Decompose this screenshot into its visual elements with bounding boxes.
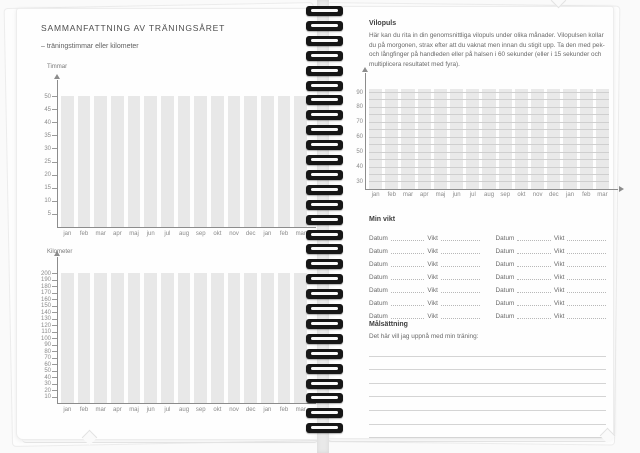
y-tick-label: 200	[40, 270, 51, 277]
placeholder-bar	[278, 273, 291, 403]
y-tick-mark	[52, 148, 57, 149]
month-labels-row	[369, 192, 609, 198]
y-tick-mark	[52, 122, 57, 123]
malsattning-intro: Det här vill jag uppnå med min träning:	[369, 333, 479, 340]
datum-fill-line	[517, 278, 551, 280]
month-label: feb	[79, 231, 89, 237]
month-label: apr	[113, 407, 122, 413]
weight-entry-row	[496, 294, 607, 307]
datum-fill-line	[517, 252, 551, 254]
y-tick-label: 10	[44, 198, 51, 205]
pulse-gridline	[369, 99, 609, 100]
y-tick-mark	[52, 345, 57, 346]
placeholder-bar	[161, 96, 174, 227]
weight-entry-row	[369, 268, 480, 281]
vikt-fill-line	[441, 278, 480, 280]
datum-label: Datum	[495, 248, 515, 255]
vilopuls-heading: Vilopuls	[369, 20, 397, 27]
month-label: okt	[213, 231, 222, 237]
y-tick-label: 45	[44, 106, 51, 113]
month-label: feb	[79, 407, 89, 413]
datum-fill-line	[391, 317, 425, 319]
vilopuls-instructions: Här kan du rita in din genomsnittliga vilopuls under olika månader. Vilopulsen kollar du på morgonen, strax efter att du vaknat men innan du stigit upp. Ta den med pek- och långfinger på handleden eller på halsen i 60 sekunder (eller i 15 sekunder och multiplicera resultatet med fyra).	[369, 32, 605, 68]
y-tick-label: 130	[40, 316, 51, 322]
vikt-label: Vikt	[427, 261, 438, 268]
ruled-writing-line	[369, 357, 606, 371]
placeholder-bar	[128, 273, 141, 403]
x-axis-line	[57, 403, 316, 404]
vikt-fill-line	[441, 291, 480, 293]
page-title: SAMMANFATTNING AV TRÄNINGSÅRET	[41, 23, 226, 33]
month-label: dec	[548, 192, 559, 198]
placeholder-bar	[78, 96, 91, 227]
vikt-label: Vikt	[553, 248, 565, 255]
placeholder-bar	[278, 96, 291, 227]
y-tick-label: 140	[40, 309, 51, 316]
y-tick-label: 20	[44, 172, 51, 179]
datum-fill-line	[391, 278, 425, 280]
month-label: jun	[146, 231, 155, 237]
vikt-fill-line	[441, 304, 480, 306]
y-tick-mark	[52, 201, 57, 202]
y-tick-mark	[52, 338, 57, 339]
y-tick-mark	[52, 351, 57, 352]
pulse-y-label: 80	[356, 104, 363, 111]
pulse-gridline	[369, 107, 609, 108]
kilometer-axis-title: Kilometer	[47, 249, 73, 255]
ruled-writing-line	[369, 411, 606, 425]
pulse-y-label: 60	[356, 134, 363, 141]
month-label: feb	[279, 407, 289, 413]
month-label: jul	[469, 192, 476, 198]
y-tick-label: 50	[44, 368, 51, 374]
vikt-fill-line	[567, 278, 606, 280]
month-label: mar	[402, 192, 414, 198]
y-tick-mark	[52, 384, 57, 385]
y-tick-mark	[52, 273, 57, 274]
weight-entry-row	[496, 281, 607, 294]
y-tick-label: 50	[44, 93, 51, 100]
y-axis-line	[365, 73, 366, 189]
y-tick-label: 10	[44, 394, 51, 400]
weight-entry-row	[369, 229, 480, 242]
y-tick-label: 190	[40, 277, 51, 283]
y-tick-mark	[52, 371, 57, 372]
pulse-gridline	[369, 122, 609, 123]
vikt-label: Vikt	[427, 235, 438, 242]
y-tick-mark	[52, 319, 57, 320]
placeholder-bar	[211, 273, 224, 403]
placeholder-bar	[294, 96, 307, 227]
month-label: apr	[419, 192, 429, 198]
y-tick-mark	[52, 188, 57, 189]
malsattning-heading: Målsättning	[369, 321, 408, 328]
y-tick-mark	[52, 280, 57, 281]
month-label: jan	[371, 192, 380, 198]
y-tick-label: 90	[44, 342, 51, 348]
y-tick-label: 150	[40, 303, 51, 309]
placeholder-bar	[78, 273, 91, 403]
datum-fill-line	[391, 239, 425, 241]
weight-entry-row	[496, 307, 607, 320]
placeholder-bar	[194, 273, 207, 403]
vikt-fill-line	[567, 252, 606, 254]
pulse-gridline	[369, 114, 609, 115]
placeholder-bar	[261, 96, 274, 227]
vikt-label: Vikt	[427, 274, 438, 281]
vikt-label: Vikt	[553, 274, 565, 281]
y-tick-label: 20	[44, 387, 51, 394]
ruled-writing-line	[369, 425, 606, 439]
weight-entry-row	[496, 255, 607, 268]
y-tick-mark	[52, 162, 57, 163]
placeholder-bar	[128, 96, 141, 227]
weight-entry-row	[369, 281, 480, 294]
month-label: maj	[129, 407, 139, 413]
pulse-y-label: 90	[356, 89, 363, 96]
timmar-bar-chart-template	[44, 93, 307, 237]
vikt-fill-line	[567, 304, 606, 306]
pulse-gridline	[369, 152, 609, 153]
y-tick-label: 180	[40, 283, 51, 290]
y-tick-mark	[52, 299, 57, 300]
x-axis-line	[365, 189, 618, 190]
y-tick-label: 15	[44, 185, 51, 192]
weight-entry-row	[496, 242, 607, 255]
month-label: mar	[295, 231, 306, 237]
datum-label: Datum	[369, 261, 388, 268]
placeholder-bar	[261, 273, 274, 403]
placeholder-bar	[94, 273, 107, 403]
datum-label: Datum	[369, 313, 388, 320]
y-tick-label: 30	[44, 145, 51, 152]
ruled-writing-line	[369, 370, 606, 384]
placeholder-bar	[144, 96, 157, 227]
placeholder-bar	[94, 96, 107, 227]
month-label: sep	[500, 192, 511, 198]
vikt-label: Vikt	[553, 261, 565, 268]
vikt-fill-line	[441, 239, 480, 241]
placeholder-bar	[161, 273, 174, 403]
month-label: jan	[263, 231, 272, 237]
y-axis-line	[57, 257, 58, 403]
datum-fill-line	[391, 291, 425, 293]
datum-label: Datum	[495, 313, 515, 320]
vikt-label: Vikt	[427, 287, 438, 294]
weight-entry-row	[369, 255, 480, 268]
pulse-gridline	[369, 144, 609, 145]
y-tick-mark	[52, 397, 57, 398]
left-page	[16, 8, 324, 440]
y-tick-label: 40	[44, 374, 51, 381]
pulse-y-label: 50	[356, 149, 363, 156]
month-label: dec	[245, 231, 256, 237]
x-axis-line	[57, 227, 316, 228]
month-label: mar	[95, 231, 106, 237]
month-label: apr	[113, 231, 122, 237]
month-label: nov	[229, 231, 239, 237]
y-tick-mark	[52, 332, 57, 333]
month-label: aug	[484, 192, 495, 198]
vikt-label: Vikt	[427, 248, 438, 255]
y-axis-arrow-icon	[362, 67, 368, 72]
datum-fill-line	[517, 239, 551, 241]
y-tick-mark	[52, 175, 57, 176]
datum-fill-line	[391, 304, 425, 306]
month-label: sep	[195, 231, 206, 237]
datum-label: Datum	[369, 274, 388, 281]
placeholder-bars-row	[61, 273, 307, 403]
month-label: okt	[517, 192, 526, 198]
y-tick-mark	[52, 109, 57, 110]
datum-fill-line	[391, 252, 425, 254]
vilopuls-grid-chart-template	[356, 89, 609, 198]
weight-entry-row	[496, 268, 607, 281]
vikt-fill-line	[441, 252, 480, 254]
vikt-fill-line	[441, 265, 480, 267]
y-axis-arrow-icon	[54, 251, 60, 256]
y-tick-label: 35	[44, 132, 51, 139]
y-tick-label: 80	[44, 348, 51, 355]
y-tick-label: 100	[40, 335, 51, 342]
month-label: nov	[532, 192, 543, 198]
datum-label: Datum	[495, 235, 515, 242]
pulse-y-label: 40	[356, 164, 363, 170]
y-tick-mark	[52, 96, 57, 97]
datum-label: Datum	[495, 287, 515, 294]
placeholder-bars-row	[61, 96, 307, 227]
placeholder-bar	[194, 96, 207, 227]
pulse-gridline	[369, 137, 609, 138]
y-axis-arrow-icon	[54, 74, 60, 79]
vikt-fill-line	[567, 239, 606, 241]
pulse-gridline	[369, 174, 609, 175]
datum-fill-line	[517, 304, 551, 306]
y-tick-mark	[52, 377, 57, 378]
month-label: jun	[146, 407, 155, 413]
month-label: aug	[179, 407, 190, 413]
placeholder-bar	[61, 96, 74, 227]
month-label: aug	[179, 231, 190, 237]
placeholder-bar	[211, 96, 224, 227]
y-tick-mark	[52, 325, 57, 326]
y-tick-label: 170	[40, 290, 51, 296]
vikt-fill-line	[567, 291, 606, 293]
y-tick-mark	[52, 312, 57, 313]
month-label: jan	[63, 407, 72, 413]
datum-fill-line	[517, 291, 551, 293]
month-label: feb	[582, 192, 591, 198]
ruled-writing-line	[369, 384, 606, 398]
y-tick-label: 25	[44, 159, 51, 165]
datum-label: Datum	[369, 248, 388, 255]
datum-fill-line	[517, 317, 551, 319]
goal-ruled-lines	[369, 343, 606, 438]
month-label: jan	[63, 231, 72, 237]
y-tick-mark	[52, 135, 57, 136]
weight-entry-row	[369, 307, 480, 320]
y-tick-label: 110	[41, 329, 51, 335]
month-label: sep	[195, 407, 206, 413]
month-label: jan	[566, 192, 575, 198]
month-label: nov	[229, 407, 239, 413]
pulse-gridline	[369, 159, 609, 160]
month-label: jul	[164, 231, 171, 237]
placeholder-bar	[244, 273, 257, 403]
placeholder-bar	[244, 96, 257, 227]
month-label: maj	[435, 192, 446, 198]
y-tick-label: 30	[44, 381, 51, 387]
pulse-gridline	[369, 181, 609, 182]
month-label: mar	[597, 192, 608, 198]
pulse-y-label: 30	[356, 178, 363, 185]
spiral-gutter-strip	[317, 0, 329, 453]
vikt-fill-line	[441, 317, 480, 319]
placeholder-bar	[111, 273, 124, 403]
vikt-label: Vikt	[553, 313, 565, 320]
placeholder-bar	[178, 273, 191, 403]
month-label: jun	[452, 192, 461, 198]
y-tick-mark	[52, 214, 57, 215]
vikt-fill-line	[567, 265, 606, 267]
y-tick-mark	[52, 390, 57, 391]
min-vikt-heading: Min vikt	[369, 216, 396, 223]
month-label: dec	[245, 407, 256, 413]
y-tick-mark	[52, 306, 57, 307]
datum-fill-line	[517, 265, 551, 267]
vikt-label: Vikt	[553, 300, 565, 307]
month-label: mar	[95, 407, 106, 413]
ruled-writing-line	[369, 397, 606, 411]
kilometer-bar-chart-template	[40, 270, 307, 413]
page-subtitle: – träningstimmar eller kilometer	[41, 43, 139, 50]
pulse-gridline	[369, 129, 609, 130]
placeholder-bar	[178, 96, 191, 227]
month-label: jul	[164, 407, 171, 413]
y-tick-label: 70	[44, 355, 51, 361]
y-tick-mark	[52, 286, 57, 287]
datum-label: Datum	[495, 261, 515, 268]
vikt-fill-line	[567, 317, 606, 319]
month-label: feb	[279, 231, 289, 237]
weight-entry-row	[496, 229, 607, 242]
y-tick-mark	[52, 364, 57, 365]
datum-label: Datum	[369, 300, 388, 307]
vikt-label: Vikt	[427, 300, 438, 307]
placeholder-bar	[111, 96, 124, 227]
month-label: maj	[129, 231, 139, 237]
datum-label: Datum	[495, 274, 515, 281]
placeholder-bar	[228, 96, 241, 227]
month-label: okt	[213, 407, 222, 413]
weight-entry-row	[369, 242, 480, 255]
y-tick-label: 160	[40, 296, 51, 303]
pulse-y-label: 70	[356, 119, 363, 126]
y-tick-label: 5	[47, 211, 51, 218]
month-labels-row	[61, 407, 307, 413]
pulse-gridline	[369, 92, 609, 93]
y-axis-line	[57, 80, 58, 227]
weight-entry-row	[369, 294, 480, 307]
datum-label: Datum	[369, 287, 388, 294]
vikt-label: Vikt	[427, 313, 438, 320]
placeholder-bar	[61, 273, 74, 403]
y-tick-label: 40	[44, 119, 51, 126]
x-axis-arrow-icon	[619, 186, 624, 192]
y-tick-mark	[52, 293, 57, 294]
month-label: mar	[295, 407, 306, 413]
right-page	[322, 6, 614, 439]
datum-label: Datum	[369, 235, 388, 242]
y-tick-label: 120	[40, 322, 51, 329]
placeholder-bar	[228, 273, 241, 403]
weight-entries-grid	[369, 229, 606, 320]
timmar-axis-title: Timmar	[47, 64, 68, 70]
vikt-label: Vikt	[553, 235, 565, 242]
datum-label: Datum	[495, 300, 515, 307]
month-label: jan	[263, 407, 272, 413]
pulse-gridline	[369, 167, 609, 168]
ruled-writing-line	[369, 343, 606, 357]
datum-fill-line	[391, 265, 425, 267]
vikt-label: Vikt	[553, 287, 565, 294]
y-tick-mark	[52, 358, 57, 359]
month-labels-row	[61, 231, 307, 237]
placeholder-bar	[144, 273, 157, 403]
placeholder-bar	[294, 273, 307, 403]
y-tick-label: 60	[44, 361, 51, 368]
month-label: feb	[387, 192, 396, 198]
